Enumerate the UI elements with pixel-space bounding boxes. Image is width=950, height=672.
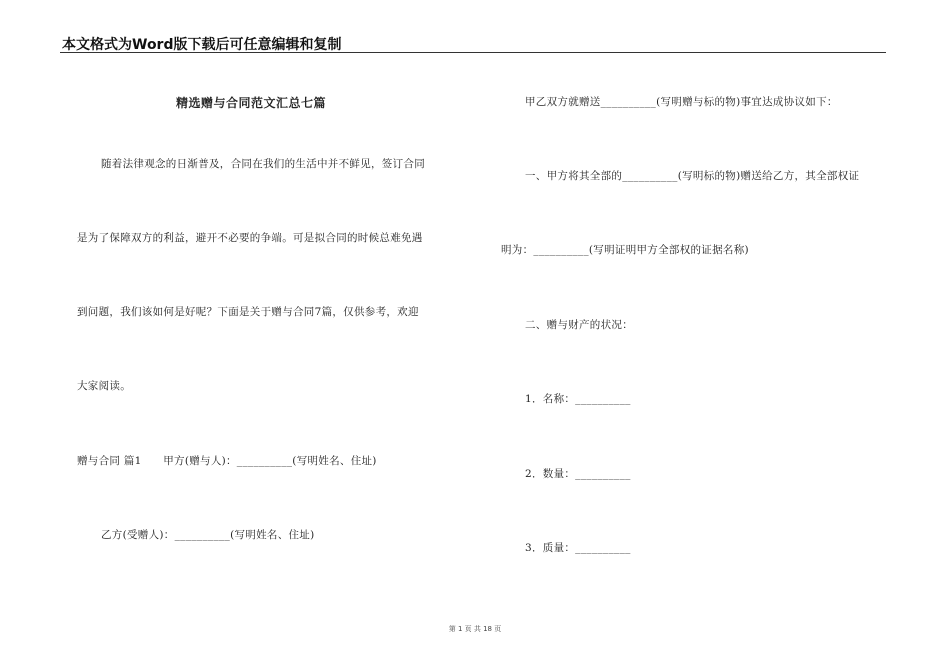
contract-party-b-line: 乙方(受赠人)：__________(写明姓名、住址)	[101, 529, 315, 541]
body-paragraph-line: 是为了保障双方的利益，避开不必要的争端。可是拟合同的时候总难免遇	[77, 232, 423, 244]
body-paragraph-line: 到问题，我们该如何是好呢？下面是关于赠与合同7篇，仅供参考，欢迎	[77, 306, 419, 318]
document-title: 精选赠与合同范文汇总七篇	[176, 96, 327, 110]
body-paragraph-line: 随着法律观念的日渐普及，合同在我们的生活中并不鲜见，签订合同	[101, 158, 425, 170]
item-quantity-line: 2．数量：__________	[525, 468, 631, 480]
clause-one-line: 一、甲方将其全部的__________(写明标的物)赠送给乙方，其全部权证	[525, 170, 860, 182]
header-divider	[60, 52, 886, 53]
clause-two-heading: 二、赠与财产的状况：	[525, 319, 633, 331]
item-name-line: 1．名称：__________	[525, 393, 631, 405]
document-banner: 本文格式为Word版下载后可任意编辑和复制	[62, 37, 342, 53]
item-quality-line: 3．质量：__________	[525, 542, 631, 554]
contract-party-a-line: 赠与合同 篇1 甲方(赠与人)：__________(写明姓名、住址)	[77, 455, 377, 467]
agreement-intro-line: 甲乙双方就赠送__________(写明赠与标的物)事宜达成协议如下：	[525, 96, 838, 108]
body-paragraph-line: 大家阅读。	[77, 380, 131, 392]
page-number: 第 1 页 共 18 页	[448, 625, 502, 633]
clause-one-continuation: 明为：__________(写明证明甲方全部权的证据名称)	[501, 244, 749, 256]
